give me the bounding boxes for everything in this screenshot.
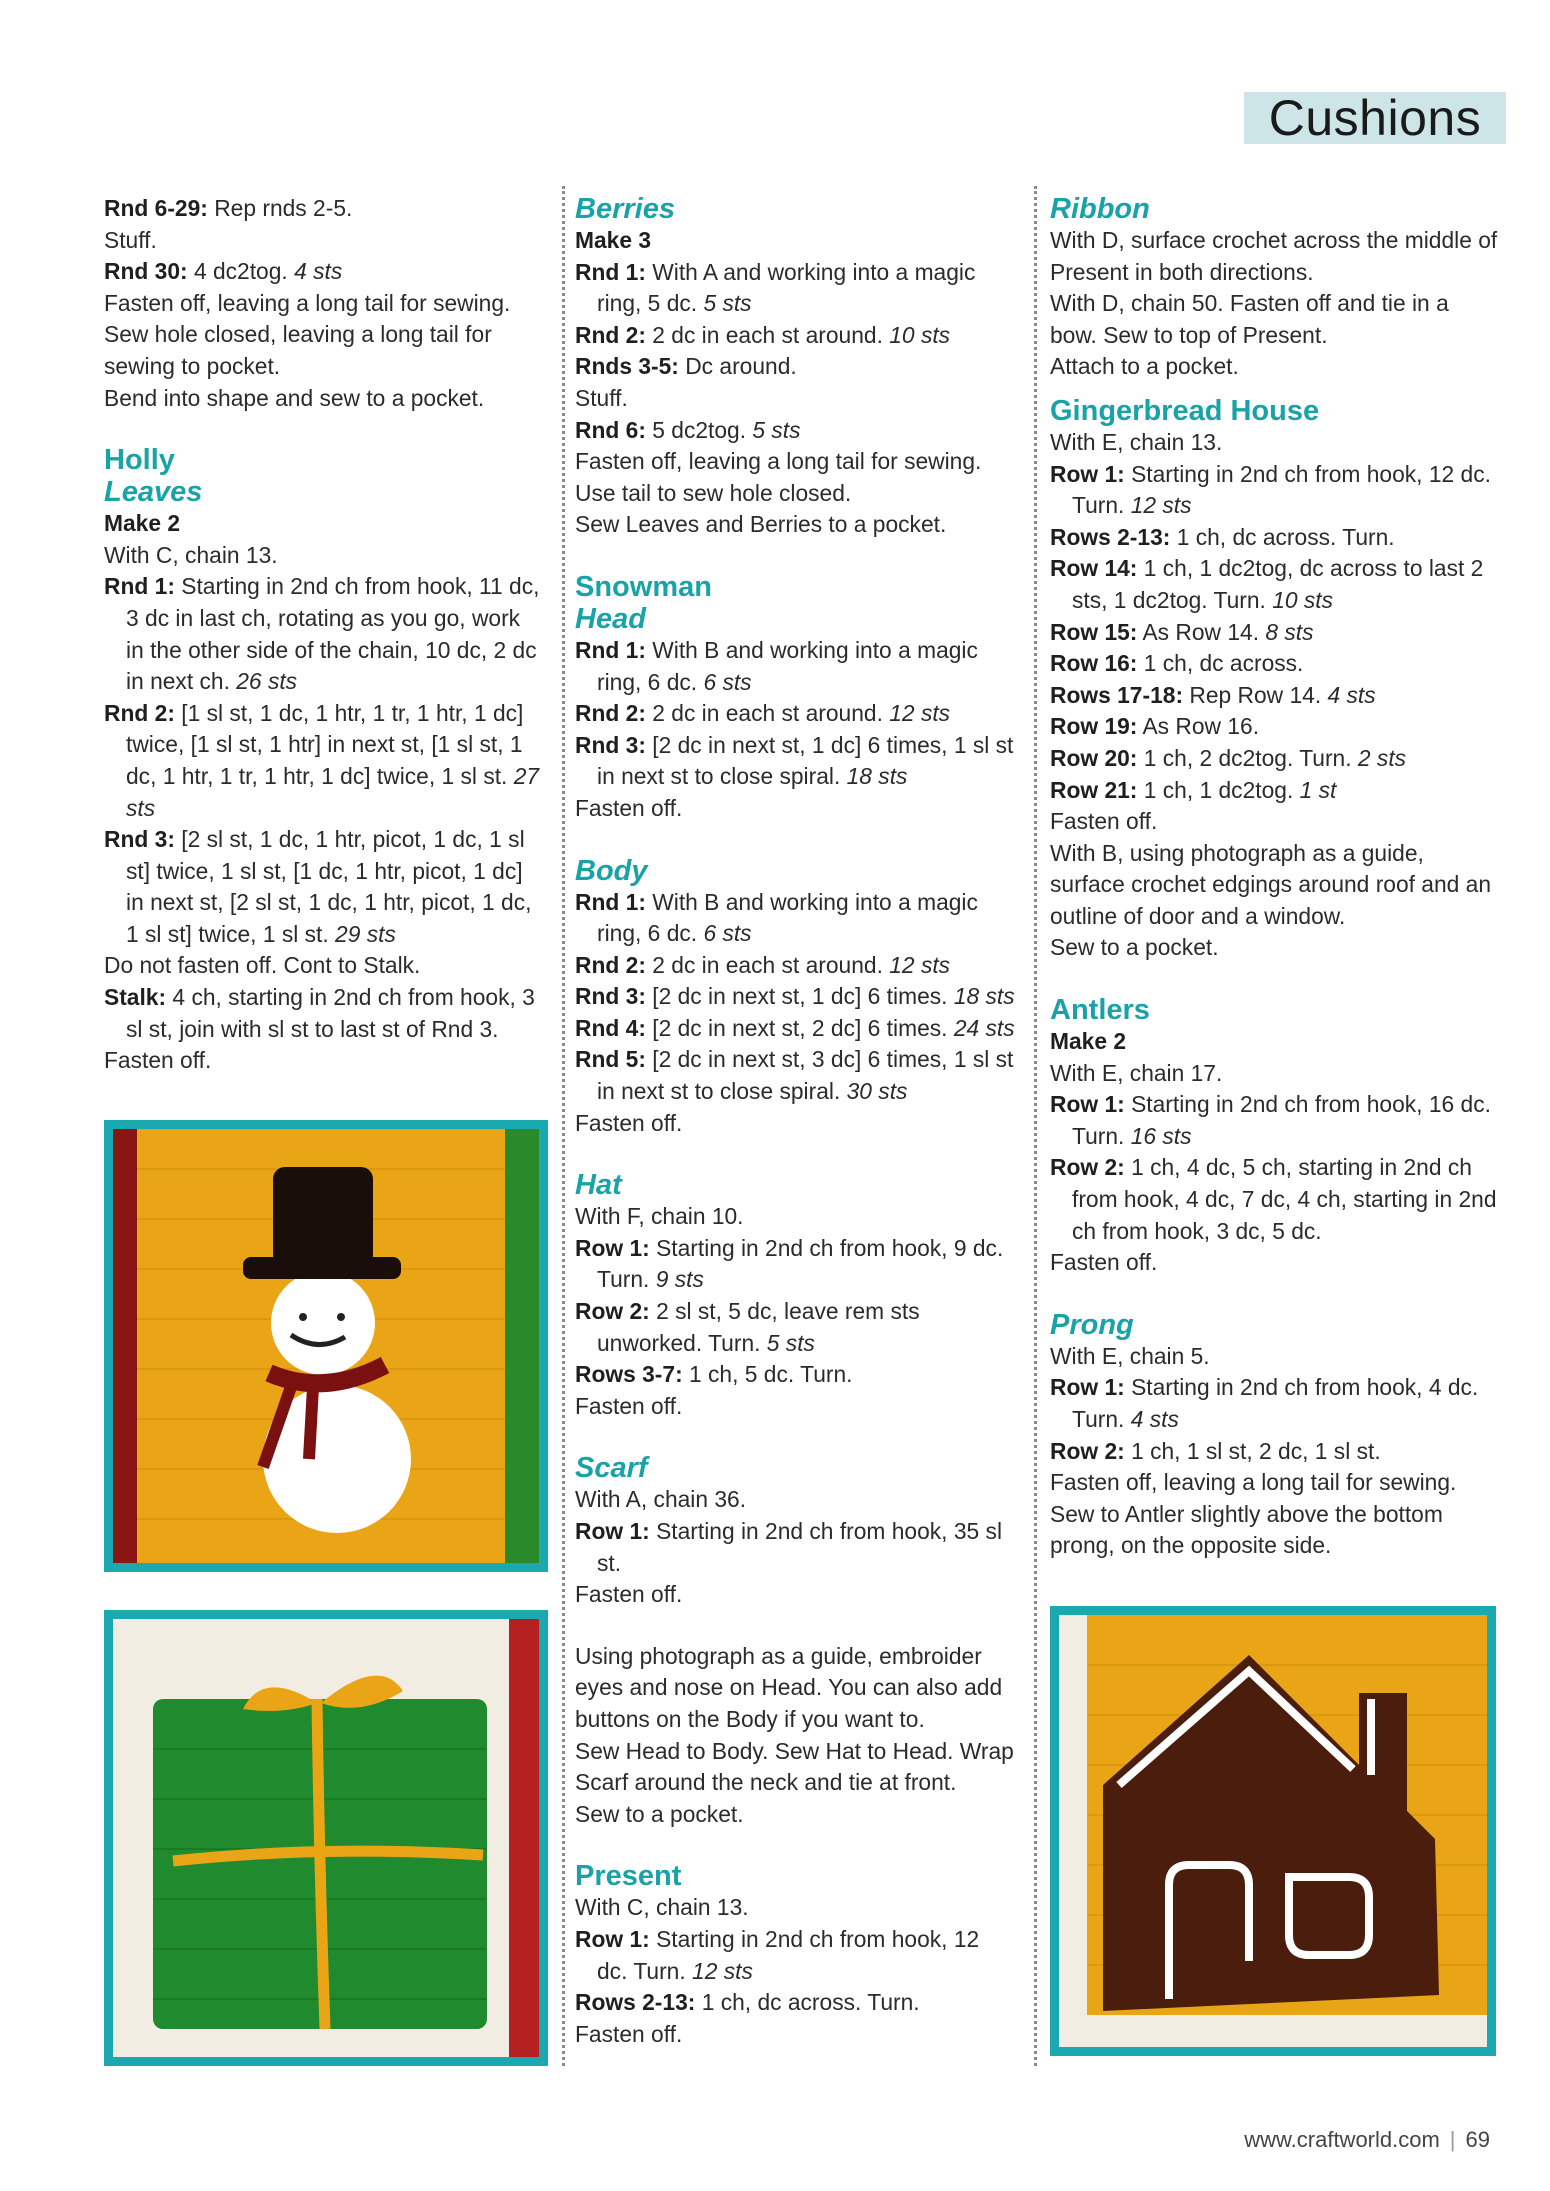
instruction: Row 1: Starting in 2nd ch from hook, 12 dc. Turn. 12 sts xyxy=(575,1925,980,1984)
subsection-heading: Leaves xyxy=(104,476,203,509)
instruction: Rows 3-7: 1 ch, 5 dc. Turn. xyxy=(575,1361,853,1388)
instruction: With C, chain 13. xyxy=(575,1894,749,1921)
instruction: With B, using photograph as a guide, surface crochet edgings around roof and an outline of door and a window. xyxy=(1050,839,1492,929)
instruction: Fasten off. xyxy=(575,794,683,821)
instruction: Row 1: Starting in 2nd ch from hook, 12 dc. Turn. 12 sts xyxy=(1050,460,1491,519)
instruction: Row 2: 1 ch, 4 dc, 5 ch, starting in 2nd ch from hook, 4 dc, 7 dc, 4 ch, starting in 2nd ch from hook, 3 dc, 5 dc. xyxy=(1050,1154,1497,1244)
make-count: Make 3 xyxy=(575,227,652,253)
instruction: Rnd 5: [2 dc in next st, 3 dc] 6 times, 1 sl st in next st to close spiral. 30 sts xyxy=(575,1046,1014,1105)
subsection-heading: Scarf xyxy=(575,1452,648,1485)
instruction: Rnds 3-5: Dc around. xyxy=(575,353,797,380)
instruction: Rows 2-13: 1 ch, dc across. Turn. xyxy=(1050,523,1395,550)
instruction: Fasten off. xyxy=(1050,808,1158,835)
instruction: Rnd 3: [2 dc in next st, 1 dc] 6 times, 1 sl st in next st to close spiral. 18 sts xyxy=(575,731,1014,790)
instruction: Fasten off. xyxy=(575,1109,683,1136)
section-heading: Gingerbread House xyxy=(1050,394,1320,427)
instruction: Fasten off. xyxy=(575,1392,683,1419)
instruction: Row 2: 1 ch, 1 sl st, 2 dc, 1 sl st. xyxy=(1050,1437,1381,1464)
instruction: Row 15: As Row 14. 8 sts xyxy=(1050,618,1314,645)
section-heading: Present xyxy=(575,1860,682,1893)
column-divider xyxy=(562,186,565,2066)
column-3 xyxy=(1050,193,1500,1562)
site-url: www.craftworld.com xyxy=(1244,2127,1440,2152)
instruction: Row 1: Starting in 2nd ch from hook, 4 dc. Turn. 4 sts xyxy=(1050,1374,1479,1432)
subsection-heading: Prong xyxy=(1050,1308,1134,1341)
subsection-heading: Hat xyxy=(575,1169,622,1202)
instruction: Row 20: 1 ch, 2 dc2tog. Turn. 2 sts xyxy=(1050,744,1407,771)
make-count: Make 2 xyxy=(104,510,181,537)
section-heading: Berries xyxy=(575,193,675,225)
instruction: Rnd 2: 2 dc in each st around. 12 sts xyxy=(575,951,951,978)
instruction: Rnd 2: 2 dc in each st around. 12 sts xyxy=(575,700,951,727)
page-footer xyxy=(1244,2127,1490,2153)
instruction: Sew to a pocket. xyxy=(1050,934,1219,961)
gingerbread-house-photo xyxy=(1050,1606,1496,2056)
snowman-photo xyxy=(104,1120,548,1572)
instruction: With E, chain 13. xyxy=(1050,428,1223,455)
subsection-heading: Ribbon xyxy=(1050,193,1150,225)
instruction: Using photograph as a guide, embroider eyes and nose on Head. You can also add buttons on the Body if you want to. xyxy=(575,1642,1003,1732)
instruction: Attach to a pocket. xyxy=(1050,353,1239,380)
page-number: 69 xyxy=(1465,2127,1490,2152)
instruction: With F, chain 10. xyxy=(575,1203,744,1230)
instruction: Use tail to sew hole closed. xyxy=(575,479,852,506)
instruction: Rnd 1: Starting in 2nd ch from hook, 11 dc, 3 dc in last ch, rotating as you go, work in the other side of the chain, 10 dc, 2 dc in next ch. 26 sts xyxy=(104,573,540,695)
instruction: Rnd 1: With B and working into a magic ring, 6 dc. 6 sts xyxy=(575,636,978,695)
instruction: With D, surface crochet across the middle of Present in both directions. xyxy=(1050,227,1498,285)
instruction: Rnd 1: With B and working into a magic ring, 6 dc. 6 sts xyxy=(575,888,978,947)
instruction: Fasten off. xyxy=(104,1047,212,1074)
instruction: Rnd 2: 2 dc in each st around. 10 sts xyxy=(575,321,951,348)
column-divider xyxy=(1034,186,1037,2066)
instruction: Do not fasten off. Cont to Stalk. xyxy=(104,952,421,979)
section-heading: Holly xyxy=(104,444,175,477)
subsection-heading: Head xyxy=(575,602,646,635)
instruction: Stuff. xyxy=(104,226,157,253)
instruction: Rnd 2: [1 sl st, 1 dc, 1 htr, 1 tr, 1 htr, 1 dc] twice, [1 sl st, 1 htr] in next st, [1 sl st, 1 dc, 1 htr, 1 tr, 1 htr, 1 dc] twice, 1 sl st. 27 sts xyxy=(104,699,540,821)
instruction: Rnd 1: With A and working into a magic ring, 5 dc. 5 sts xyxy=(575,258,976,317)
instruction: With C, chain 13. xyxy=(104,541,278,568)
instruction: With A, chain 36. xyxy=(575,1486,747,1513)
instruction: Rows 17-18: Rep Row 14. 4 sts xyxy=(1050,681,1376,708)
instruction: Fasten off, leaving a long tail for sewing. xyxy=(104,289,511,316)
instruction: Fasten off, leaving a long tail for sewing. xyxy=(575,448,982,475)
instruction: Stuff. xyxy=(575,384,628,411)
section-heading: Snowman xyxy=(575,570,712,603)
subsection-heading: Body xyxy=(575,854,648,887)
section-title: Cushions xyxy=(1244,92,1506,144)
instruction: Fasten off, leaving a long tail for sewing. Sew to Antler slightly above the bottom prong, on the opposite side. xyxy=(1050,1469,1457,1559)
instruction: Rnd 3: [2 dc in next st, 1 dc] 6 times. 18 sts xyxy=(575,983,1015,1010)
instruction: Rnd 6-29: Rep rnds 2-5. xyxy=(104,195,353,221)
instruction: Rnd 6: 5 dc2tog. 5 sts xyxy=(575,416,801,443)
instruction: Fasten off. xyxy=(575,2020,683,2047)
instruction: Row 2: 2 sl st, 5 dc, leave rem sts unworked. Turn. 5 sts xyxy=(575,1298,920,1356)
instruction: Row 1: Starting in 2nd ch from hook, 9 dc. Turn. 9 sts xyxy=(575,1234,1004,1293)
make-count: Make 2 xyxy=(1050,1028,1127,1055)
instruction: Rows 2-13: 1 ch, dc across. Turn. xyxy=(575,1989,920,2016)
instruction: With D, chain 50. Fasten off and tie in a bow. Sew to top of Present. xyxy=(1050,290,1449,348)
column-2 xyxy=(575,193,1015,2050)
section-heading: Antlers xyxy=(1050,994,1150,1027)
instruction: Rnd 30: 4 dc2tog. 4 sts xyxy=(104,258,343,285)
present-photo xyxy=(104,1610,548,2066)
instruction: With E, chain 5. xyxy=(1050,1342,1210,1369)
instruction: Row 21: 1 ch, 1 dc2tog. 1 st xyxy=(1050,776,1337,803)
instruction: Sew hole closed, leaving a long tail for sewing to pocket. xyxy=(104,321,492,379)
instruction: Row 1: Starting in 2nd ch from hook, 35 sl st. xyxy=(575,1518,1003,1576)
instruction: Stalk: 4 ch, starting in 2nd ch from hook, 3 sl st, join with sl st to last st of Rnd 3. xyxy=(104,984,535,1042)
instruction: With E, chain 17. xyxy=(1050,1059,1223,1086)
instruction: Sew Leaves and Berries to a pocket. xyxy=(575,511,947,538)
instruction: Row 16: 1 ch, dc across. xyxy=(1050,650,1304,677)
column-1 xyxy=(104,193,544,1077)
instruction: Fasten off. xyxy=(1050,1249,1158,1276)
instruction: Sew to a pocket. xyxy=(575,1800,744,1827)
instruction: Rnd 3: [2 sl st, 1 dc, 1 htr, picot, 1 dc, 1 sl st] twice, 1 sl st, [1 dc, 1 htr, picot, 1 dc] in next st, [2 sl st, 1 dc, 1 htr, picot, 1 dc, 1 sl st] twice, 1 sl st. 29 sts xyxy=(104,826,532,947)
footer-separator: | xyxy=(1449,2127,1456,2152)
instruction: Row 19: As Row 16. xyxy=(1050,713,1260,740)
instruction: Bend into shape and sew to a pocket. xyxy=(104,384,485,411)
instruction: Fasten off. xyxy=(575,1581,683,1608)
instruction: Sew Head to Body. Sew Hat to Head. Wrap Scarf around the neck and tie at front. xyxy=(575,1737,1014,1796)
instruction: Row 14: 1 ch, 1 dc2tog, dc across to last 2 sts, 1 dc2tog. Turn. 10 sts xyxy=(1050,555,1484,613)
instruction: Row 1: Starting in 2nd ch from hook, 16 dc. Turn. 16 sts xyxy=(1050,1091,1491,1149)
instruction: Rnd 4: [2 dc in next st, 2 dc] 6 times. 24 sts xyxy=(575,1014,1015,1041)
